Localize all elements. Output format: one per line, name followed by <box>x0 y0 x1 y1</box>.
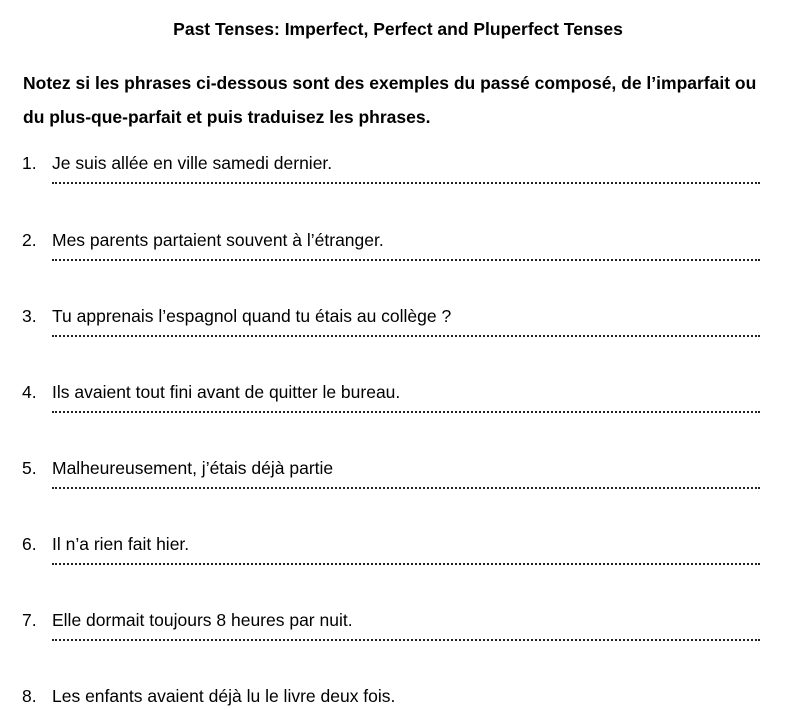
list-item <box>0 152 790 212</box>
list-item <box>0 609 790 669</box>
sentence-text: Tu apprenais l’espagnol quand tu étais au collège ? <box>52 306 452 326</box>
list-item <box>0 685 790 709</box>
sentence-text: Les enfants avaient déjà lu le livre deux fois. <box>52 686 396 706</box>
sentence-text: Elle dormait toujours 8 heures par nuit. <box>52 610 353 630</box>
list-item <box>0 229 790 289</box>
list-item <box>0 305 790 365</box>
sentence-text: Il n’a rien fait hier. <box>52 534 190 554</box>
sentence-text: Je suis allée en ville samedi dernier. <box>52 153 333 173</box>
answer-line[interactable] <box>52 182 760 184</box>
answer-line[interactable] <box>52 487 760 489</box>
sentence-text: Malheureusement, j’étais déjà partie <box>52 458 334 478</box>
item-number: 3. <box>22 306 37 326</box>
item-number: 2. <box>22 230 37 250</box>
answer-line[interactable] <box>52 335 760 337</box>
answer-line[interactable] <box>52 411 760 413</box>
item-number: 7. <box>22 610 37 630</box>
item-number: 4. <box>22 382 37 402</box>
answer-line[interactable] <box>52 259 760 261</box>
item-number: 6. <box>22 534 37 554</box>
sentence-text: Ils avaient tout fini avant de quitter le bureau. <box>52 382 401 402</box>
answer-line[interactable] <box>52 563 760 565</box>
item-number: 5. <box>22 458 37 478</box>
list-item <box>0 533 790 593</box>
item-number: 8. <box>22 686 37 706</box>
list-item <box>0 381 790 441</box>
item-number: 1. <box>22 153 37 173</box>
answer-line[interactable] <box>52 639 760 641</box>
list-item <box>0 457 790 517</box>
sentence-text: Mes parents partaient souvent à l’étranger. <box>52 230 384 250</box>
worksheet-title: Past Tenses: Imperfect, Perfect and Pluperfect Tenses <box>173 19 623 39</box>
instructions: Notez si les phrases ci-dessous sont des exemples du passé composé, de l’imparfait ou du plus-que-parfait et puis traduisez les phrases. <box>23 73 757 127</box>
